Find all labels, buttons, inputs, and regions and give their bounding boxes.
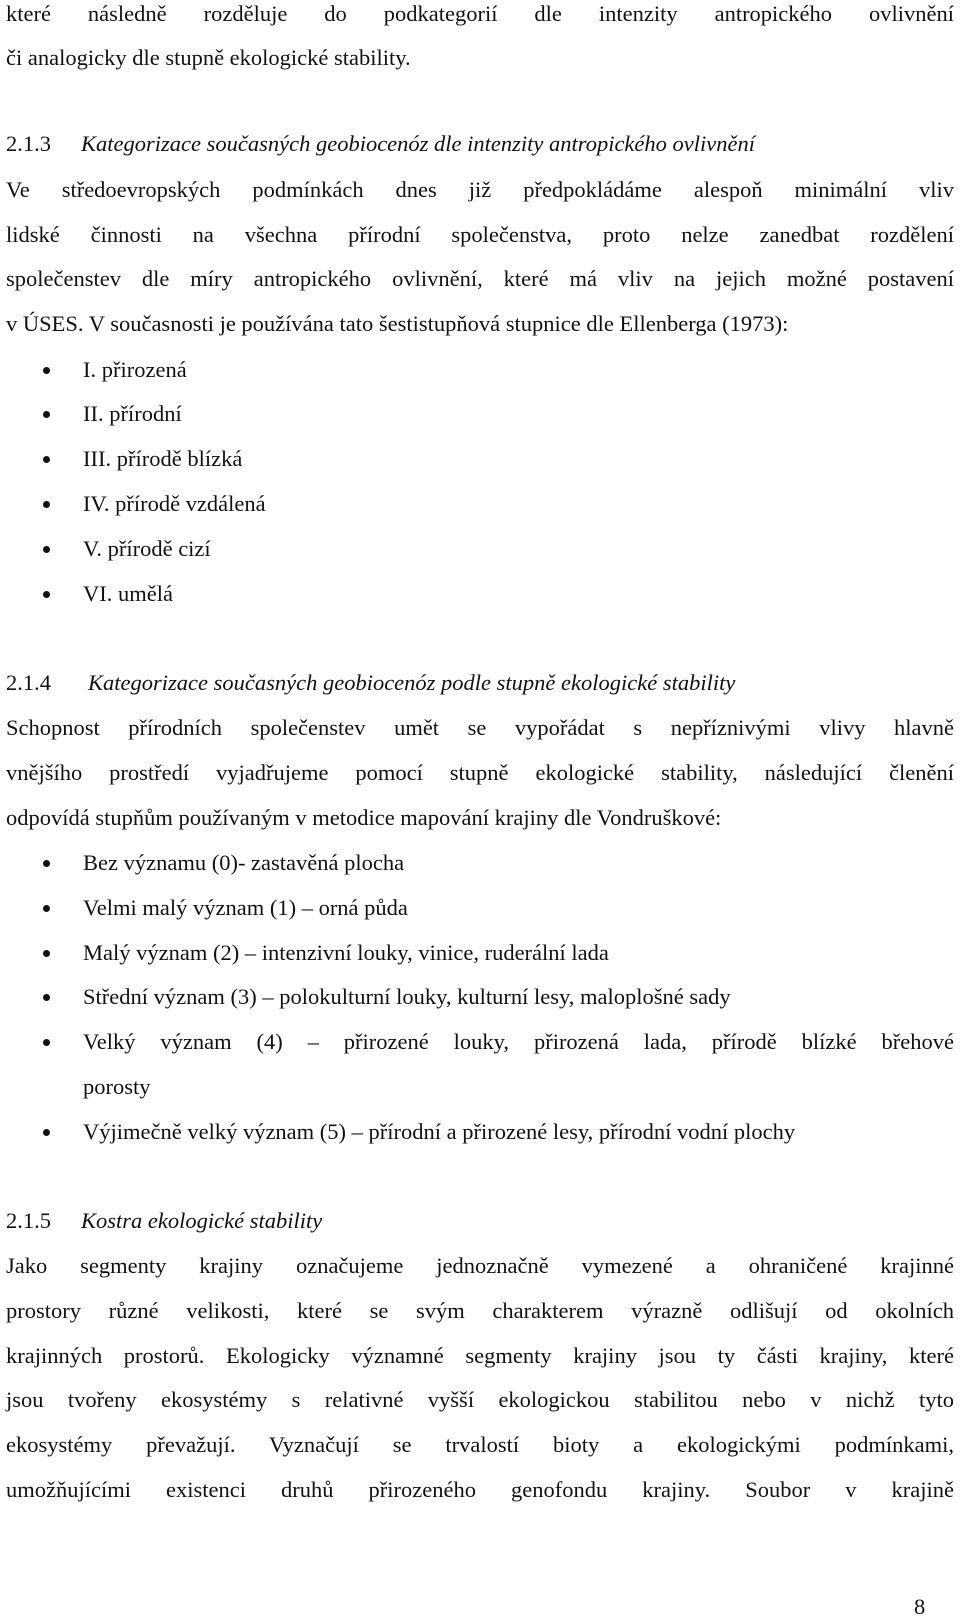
bullet-icon [43, 591, 50, 598]
list-item-text: VI. umělá [83, 581, 173, 606]
list-item-text: Velký význam (4) – přirozené louky, přirozená lada, přírodě blízké břehové [83, 1029, 954, 1054]
bullet-icon [43, 1129, 50, 1136]
paragraph-line: umožňujícími existenci druhů přirozeného genofondu krajiny. Soubor v krajině [6, 1477, 954, 1502]
paragraph-line: krajinných prostorů. Ekologicky významné segmenty krajiny jsou ty části krajiny, které [6, 1343, 954, 1368]
list-item-text: porosty [83, 1074, 151, 1099]
list-item-text: II. přírodní [83, 401, 182, 426]
bullet-icon [43, 456, 50, 463]
paragraph-line: lidské činnosti na všechna přírodní společenstva, proto nelze zanedbat rozdělení [6, 222, 954, 247]
bullet-icon [43, 950, 50, 957]
bullet-icon [43, 367, 50, 374]
list-item-text: Velmi malý význam (1) – orná půda [83, 895, 408, 920]
section-heading [6, 1207, 954, 1235]
bullet-icon [43, 501, 50, 508]
section-heading [6, 130, 954, 158]
section-number: 2.1.3 [6, 131, 51, 156]
paragraph-line: ekosystémy převažují. Vyznačují se trvalostí bioty a ekologickými podmínkami, [6, 1432, 954, 1457]
section-title: Kategorizace současných geobiocenóz podle stupně ekologické stability [88, 670, 736, 695]
paragraph-line: Schopnost přírodních společenstev umět se vypořádat s nepříznivými vlivy hlavně [6, 715, 954, 740]
paragraph-line: Jako segmenty krajiny označujeme jednoznačně vymezené a ohraničené krajinné [6, 1253, 954, 1278]
bullet-icon [43, 546, 50, 553]
paragraph-line: odpovídá stupňům používaným v metodice mapování krajiny dle Vondruškové: [6, 805, 722, 830]
bullet-icon [43, 411, 50, 418]
bullet-icon [43, 1039, 50, 1046]
list-item-text: Výjimečně velký význam (5) – přírodní a přirozené lesy, přírodní vodní plochy [83, 1119, 796, 1144]
paragraph-line: v ÚSES. V současnosti je používána tato šestistupňová stupnice dle Ellenberga (1973): [6, 311, 789, 336]
paragraph-line: či analogicky dle stupně ekologické stability. [6, 45, 411, 70]
section-number: 2.1.5 [6, 1208, 51, 1233]
section-number: 2.1.4 [6, 670, 51, 695]
paragraph-line: jsou tvořeny ekosystémy s relativné vyšší ekologickou stabilitou nebo v nichž tyto [6, 1387, 954, 1412]
section-title: Kostra ekologické stability [81, 1208, 323, 1233]
bullet-icon [43, 860, 50, 867]
section-title: Kategorizace současných geobiocenóz dle intenzity antropického ovlivnění [81, 131, 755, 156]
paragraph-line: které následně rozděluje do podkategorií dle intenzity antropického ovlivnění [6, 1, 954, 26]
bullet-icon [43, 905, 50, 912]
page-number: 8 [914, 1594, 926, 1619]
list-item-text: Střední význam (3) – polokulturní louky, kulturní lesy, maloplošné sady [83, 984, 731, 1009]
list-item-text: Malý význam (2) – intenzivní louky, vinice, ruderální lada [83, 940, 609, 965]
paragraph-line: Ve středoevropských podmínkách dnes již předpokládáme alespoň minimální vliv [6, 177, 954, 202]
bullet-icon [43, 994, 50, 1001]
section-heading [6, 669, 954, 697]
paragraph-line: společenstev dle míry antropického ovlivnění, které má vliv na jejich možné postavení [6, 266, 954, 291]
list-item-text: III. přírodě blízká [83, 446, 243, 471]
list-item-text: IV. přírodě vzdálená [83, 491, 266, 516]
list-item-text: Bez významu (0)- zastavěná plocha [83, 850, 405, 875]
paragraph-line: prostory různé velikosti, které se svým charakterem výrazně odlišují od okolních [6, 1298, 954, 1323]
list-item-text: V. přírodě cizí [83, 536, 211, 561]
paragraph-line: vnějšího prostředí vyjadřujeme pomocí stupně ekologické stability, následující členění [6, 760, 954, 785]
list-item-text: I. přirozená [83, 357, 187, 382]
